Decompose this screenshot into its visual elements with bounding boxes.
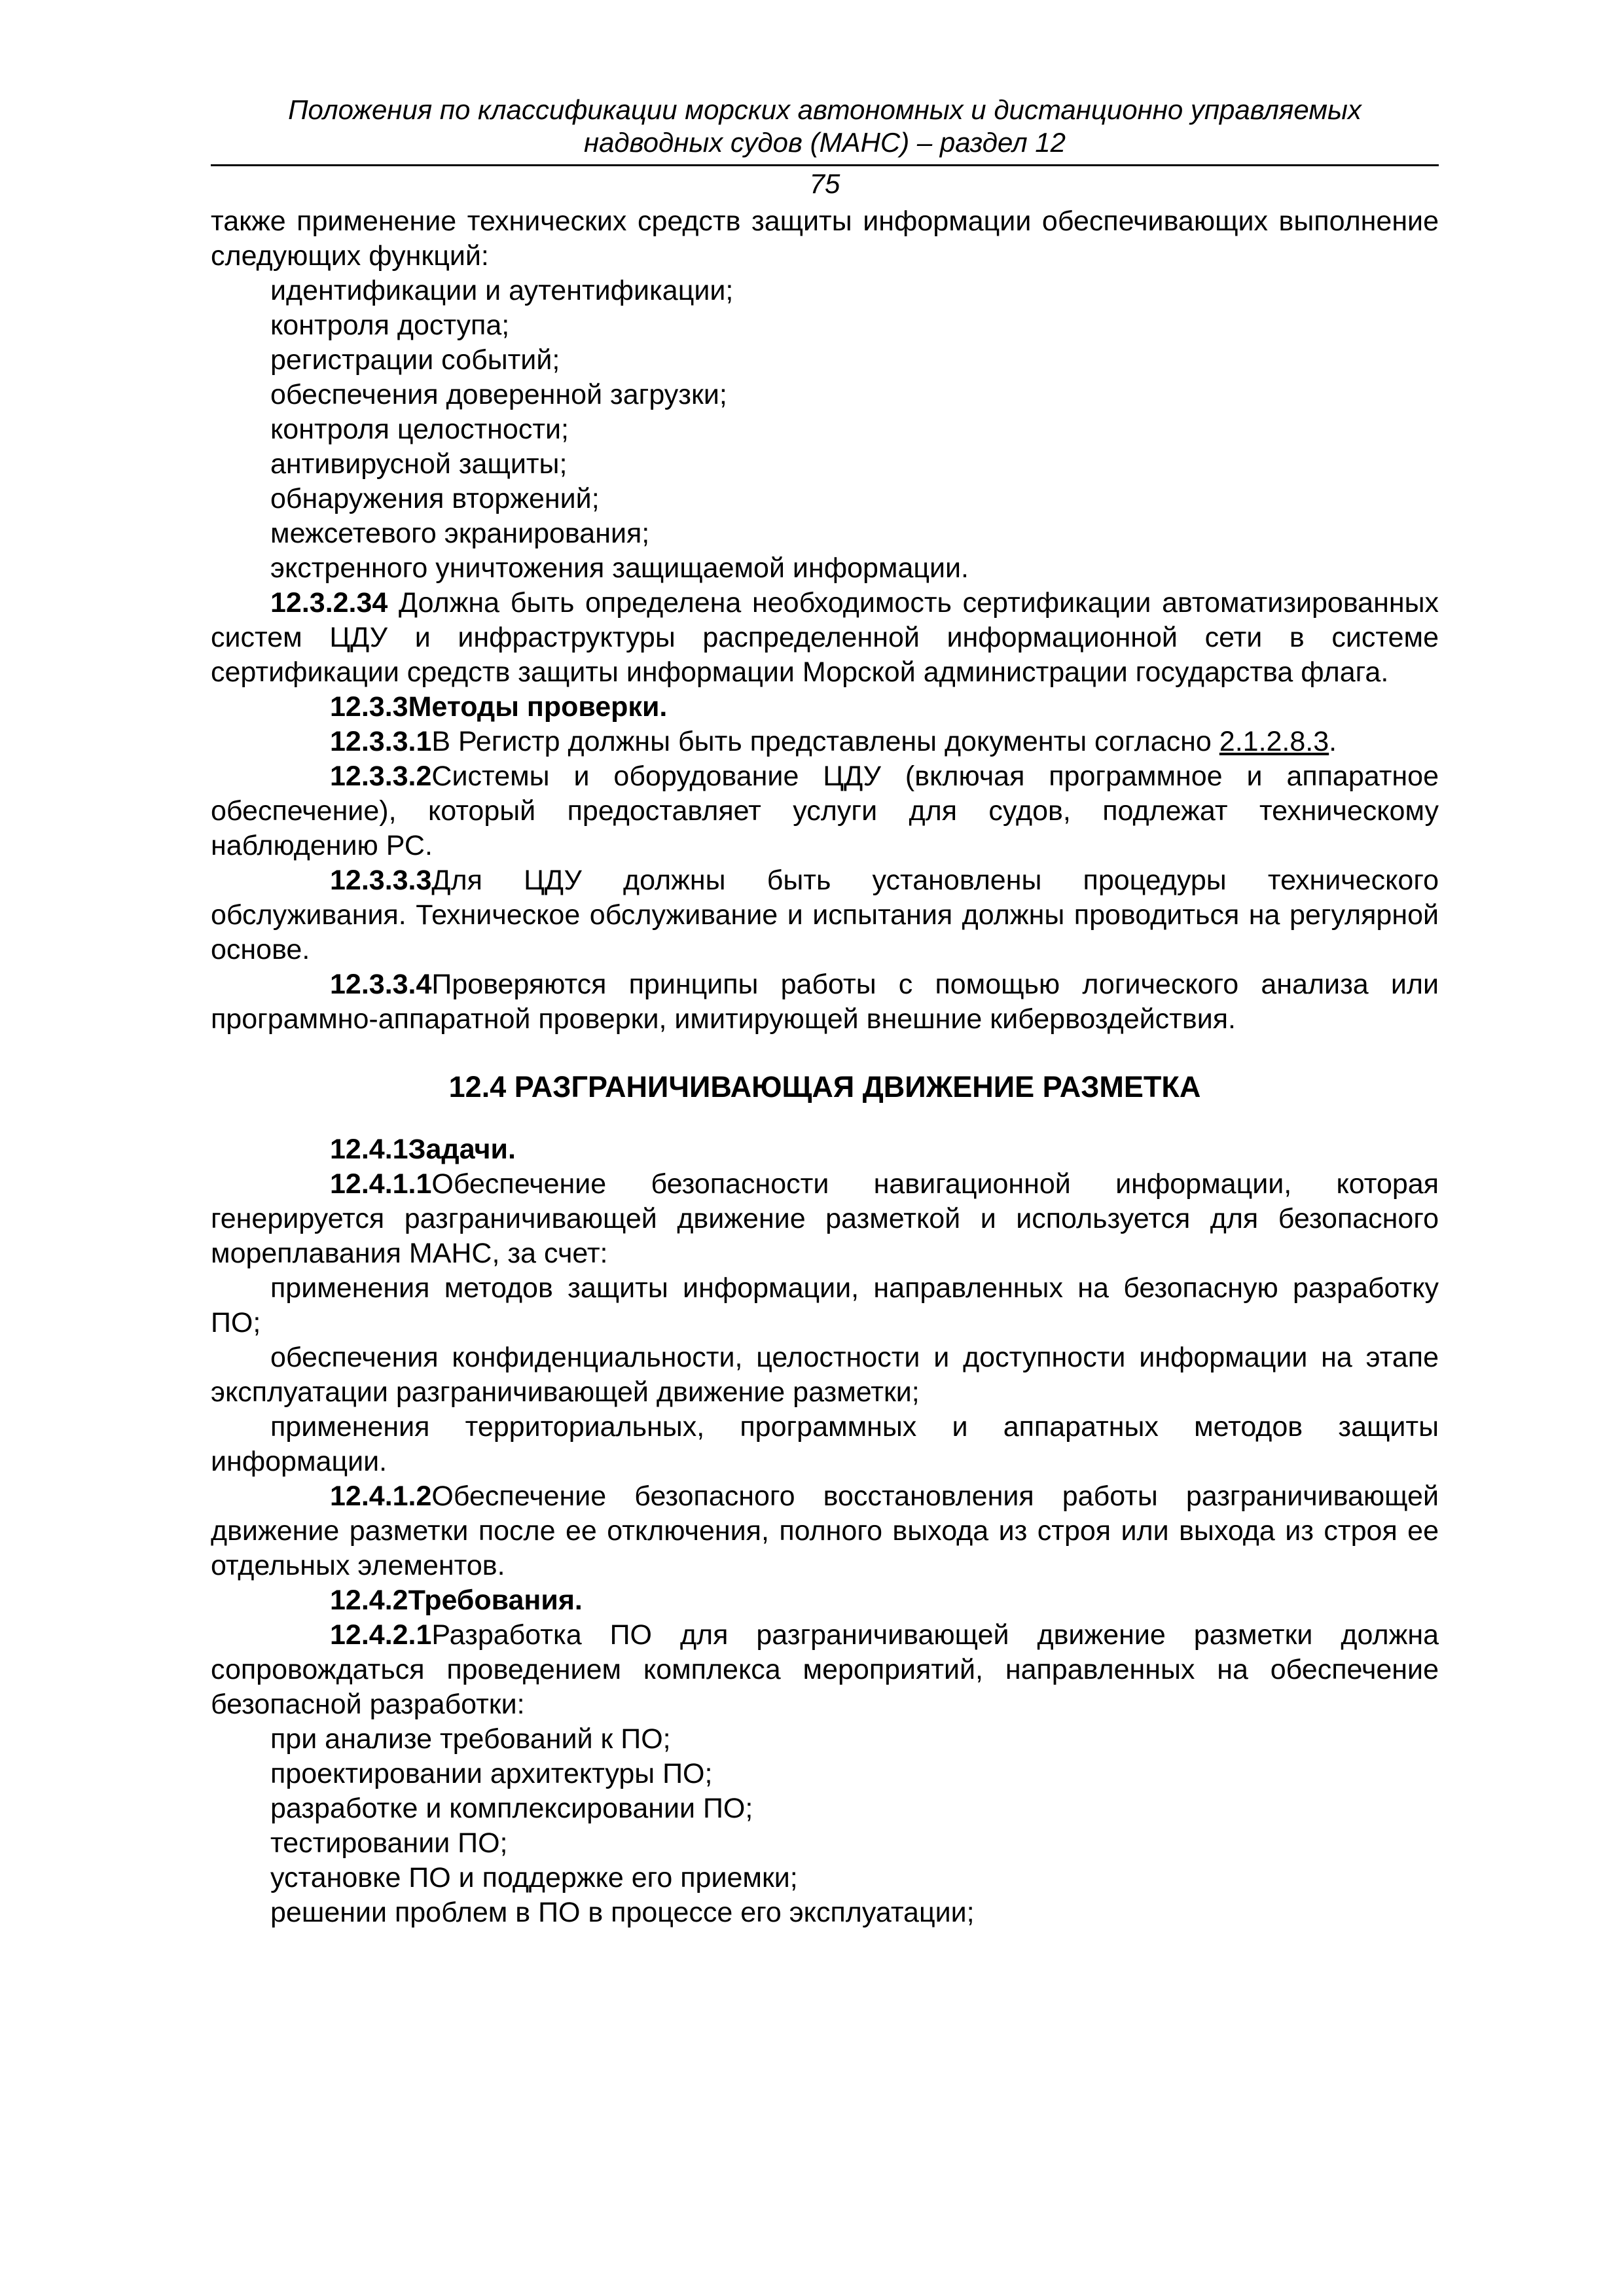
paragraph-12-3-3-3 xyxy=(211,863,1439,967)
list-item: контроля доступа; xyxy=(270,310,510,341)
clause-number: 12.4.1.1 xyxy=(330,1168,432,1200)
list-item: разработке и комплексировании ПО; xyxy=(270,1793,753,1824)
list-item: межсетевого экранирования; xyxy=(270,518,650,549)
page-number: 75 xyxy=(809,168,840,199)
paragraph-12-3-3-2 xyxy=(211,759,1439,863)
list-item: обеспечения конфиденциальности, целостности и доступности информации на этапе эксплуатации разграничивающей движение разметки; xyxy=(211,1342,1439,1408)
paragraph-12-3-2-34 xyxy=(211,586,1439,690)
intro-paragraph: также применение технических средств защиты информации обеспечивающих выполнение следующих функций: xyxy=(211,206,1439,272)
list-item: антивирусной защиты; xyxy=(270,448,568,480)
list-item: применения территориальных, программных и аппаратных методов защиты информации. xyxy=(211,1411,1439,1477)
subsection-number: 12.3.3 xyxy=(330,691,408,723)
cross-reference-link[interactable]: 2.1.2.8.3 xyxy=(1219,726,1329,757)
clause-number: 12.4.1.2 xyxy=(330,1480,432,1512)
clause-text: Должна быть определена необходимость сертификации автоматизированных систем ЦДУ и инфраструктуры распределенной информационной сети в системе сертификации средств защиты информации Морской администрации государства флага. xyxy=(211,587,1439,688)
clause-text: Системы и оборудование ЦДУ (включая программное и аппаратное обеспечение), который предоставляет услуги для судов, подлежат техническому наблюдению РС. xyxy=(211,761,1439,861)
clause-number: 12.3.3.1 xyxy=(330,726,432,757)
paragraph-12-3-3-4 xyxy=(211,967,1439,1037)
running-header-line-2: надводных судов (МАНС) – раздел 12 xyxy=(583,127,1066,158)
subsection-title: Методы проверки. xyxy=(408,691,668,723)
paragraph-12-4-1-2 xyxy=(211,1479,1439,1583)
paragraph-12-4-1-1 xyxy=(211,1167,1439,1271)
clause-text-end: . xyxy=(1329,726,1337,757)
paragraph-12-4-2-1 xyxy=(211,1618,1439,1722)
list-item: идентификации и аутентификации; xyxy=(270,275,734,306)
subsection-heading-12-4-2 xyxy=(211,1583,1439,1618)
list-item: контроля целостности; xyxy=(270,414,569,445)
subsection-heading-12-4-1 xyxy=(211,1132,1439,1167)
clause-text: Обеспечение безопасного восстановления работы разграничивающей движение разметки после ее отключения, полного выхода из строя или выхода из строя ее отдельных элементов. xyxy=(211,1480,1439,1581)
clause-text: В Регистр должны быть представлены документы согласно xyxy=(431,726,1219,757)
list-item: обнаружения вторжений; xyxy=(270,483,600,514)
list-item: решении проблем в ПО в процессе его эксплуатации; xyxy=(270,1897,975,1928)
list-item: применения методов защиты информации, направленных на безопасную разработку ПО; xyxy=(211,1272,1439,1338)
subsection-heading-12-3-3 xyxy=(211,690,1439,725)
clause-text: Разработка ПО для разграничивающей движение разметки должна сопровождаться проведением комплекса мероприятий, направленных на обеспечение безопасной разработки: xyxy=(211,1619,1439,1720)
subsection-number: 12.4.2 xyxy=(330,1585,408,1616)
clause-number: 12.3.2.34 xyxy=(270,587,388,619)
list-item: экстренного уничтожения защищаемой информации. xyxy=(270,552,969,584)
clause-text: Обеспечение безопасности навигационной информации, которая генерируется разграничивающей движение разметкой и используется для безопасного мореплавания МАНС, за счет: xyxy=(211,1168,1439,1269)
clause-number: 12.3.3.3 xyxy=(330,865,432,896)
clause-text: Для ЦДУ должны быть установлены процедуры технического обслуживания. Техническое обслуживание и испытания должны проводиться на регулярной основе. xyxy=(211,865,1439,965)
document-page xyxy=(211,0,1439,1930)
document-body xyxy=(211,204,1439,1930)
header-divider xyxy=(211,164,1439,166)
subsection-title: Задачи. xyxy=(408,1134,516,1165)
clause-number: 12.4.2.1 xyxy=(330,1619,432,1651)
clause-number: 12.3.3.4 xyxy=(330,969,432,1000)
list-item: при анализе требований к ПО; xyxy=(270,1723,671,1755)
list-item: установке ПО и поддержке его приемки; xyxy=(270,1862,798,1893)
list-item: тестировании ПО; xyxy=(270,1827,508,1859)
running-header xyxy=(211,94,1439,159)
clause-text: Проверяются принципы работы с помощью логического анализа или программно-аппаратной проверки, имитирующей внешние кибервоздействия. xyxy=(211,969,1439,1035)
subsection-title: Требования. xyxy=(408,1585,583,1616)
paragraph-12-3-3-1 xyxy=(211,725,1439,759)
list-item: обеспечения доверенной загрузки; xyxy=(270,379,727,410)
subsection-number: 12.4.1 xyxy=(330,1134,408,1165)
list-item: регистрации событий; xyxy=(270,344,560,376)
list-item: проектировании архитектуры ПО; xyxy=(270,1758,713,1789)
running-header-line-1: Положения по классификации морских автономных и дистанционно управляемых xyxy=(288,94,1362,125)
clause-number: 12.3.3.2 xyxy=(330,761,432,792)
section-title-12-4: 12.4 РАЗГРАНИЧИВАЮЩАЯ ДВИЖЕНИЕ РАЗМЕТКА xyxy=(448,1070,1201,1103)
